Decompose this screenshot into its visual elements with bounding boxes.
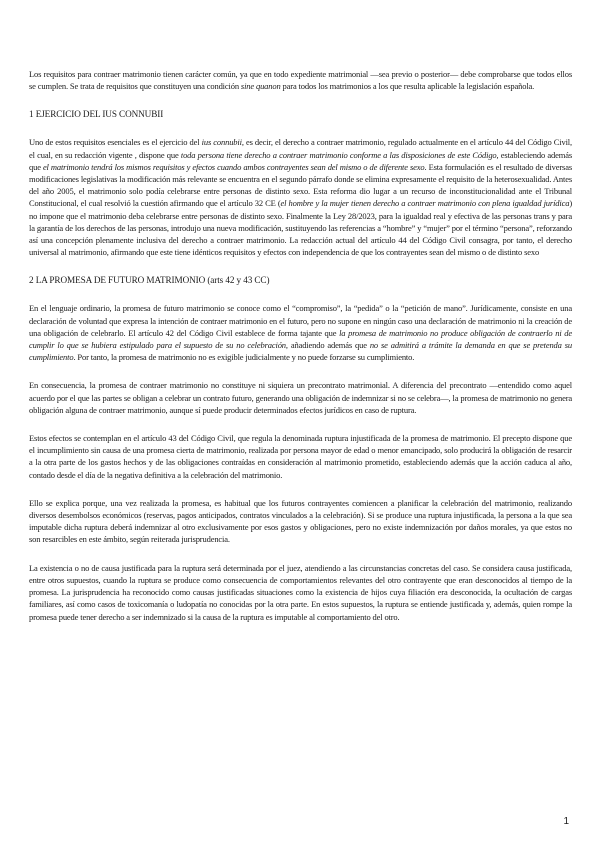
text-run: En consecuencia, la promesa de contraer matrimonio no constituye ni siquiera un precontrato matrimonial. A diferencia del precontrato —entendido como aquel acuerdo por el que las partes se obligan a celebrar un contrato futuro, generando una obligación de indemnizar si no se celebra—, la promesa de matrimonio no genera obligación alguna de contraer matrimonio, aunque sí puede producir determinados efectos jurídicos en caso de ruptura. [29,380,572,415]
text-run: La existencia o no de causa justificada para la ruptura será determinada por el juez, atendiendo a las circunstancias concretas del caso. Se considera causa justificada, entre otros supuestos, cuando la ruptura se produce como consecuencia de comportamientos relevantes del otro contrayente que eran desconocidos al tiempo de la promesa. La jurisprudencia ha reconocido como causas justificadas situaciones como la existencia de hijos cuya filiación era desconocida, la ocultación de cargas familiares, así como casos de toxicomanía o ludopatía no conocidas por la otra parte. En estos supuestos, la ruptura se entiende justificada y, además, quien rompe la promesa puede tener derecho a ser indemnizado si la causa de la ruptura es imputable al comportamiento del otro. [29,562,572,622]
italic-run: sine quanon [240,81,281,92]
section-heading-ius-connubii: 1 EJERCICIO DEL IUS CONNUBII [29,109,164,120]
italic-run: el hombre y la mujer tienen derecho a contraer matrimonio con plena igualdad jurídica [280,198,570,209]
italic-run: ius connubii [201,137,242,148]
text-run: , es decir, el derecho a contraer matrimonio, regulado actualmente en el artículo 44 del Código Civil, el cual, en su redacción vigente , dispone que [29,137,572,160]
text-run: En el lenguaje ordinario, la promesa de futuro matrimonio se conoce como el “compromiso”, la “pedida” o la “petición de mano”. Jurídicamente, consiste en una declaración de voluntad que expresa la intención de contraer matrimonio en el futuro, pero no supone en ningún caso una declaración de matrimonio ni la creación de una obligación de celebrarlo. El artículo 42 del Código Civil establece de forma tajante que [29,303,572,338]
italic-run: no se admitirá a trámite la demanda en que se pretenda su cumplimiento [29,340,572,363]
text-run: Uno de estos requisitos esenciales es el ejercicio del [29,137,202,148]
page-number: 1 [563,816,569,827]
paragraph-promesa-1 [29,302,572,363]
paragraph-promesa-2 [29,379,572,416]
paragraph-ius-connubii [29,136,572,258]
text-run: , estableciendo además que [29,149,572,172]
text-run: , añadiendo además que [285,340,370,351]
text-run: Ello se explica porque, una vez realizada la promesa, es habitual que los futuros contrayentes comiencen a planificar la celebración del matrimonio, realizando diversos desembolsos económicos (reservas, pagos anticipados, contratos vinculados a la celebración). Si se produce una ruptura injustificada, la persona a la que sea imputable dicha ruptura deberá indemnizar al otro exclusivamente por esos gastos y obligaciones, pero no existe indemnización por daños morales, ya que estos no son resarcibles en este ámbito, según reiterada jurisprudencia. [29,497,572,545]
section-heading-promesa: 2 LA PROMESA DE FUTURO MATRIMONIO (arts 42 y 43 CC) [29,275,270,286]
paragraph-promesa-3 [29,432,572,481]
text-run: . Por tanto, la promesa de matrimonio no es exigible judicialmente y no puede forzarse su cumplimiento. [73,352,415,363]
text-run: . Esta formulación es el resultado de diversas modificaciones legislativas la modificación más relevante se encuentra en el segundo párrafo donde se elimina expresamente el requisito de la heterosexualidad. Antes del año 2005, el matrimonio solo podía celebrarse entre personas de distinto sexo. Esta reforma dio lugar a un recurso de inconstitucionalidad ante el Tribunal Constitucional, el cual resolvió la cuestión afirmando que el artículo 32 CE ( [29,161,572,209]
intro-paragraph [29,68,572,92]
italic-run: el matrimonio tendrá los mismos requisitos y efectos cuando ambos contrayentes sean del mismo o de diferente sexo [42,161,425,172]
paragraph-promesa-5 [29,562,572,623]
text-run: ) no impone que el matrimonio deba celebrarse entre personas de distinto sexo. Finalmente la Ley 28/2023, para la igualdad real y efectiva de las personas trans y para la garantía de los derechos de las personas, introdujo una nueva modificación, sustituyendo las referencias a “hombre” y “mujer” por el término “persona”, reforzando así una concepción plenamente inclusiva del derecho a contraer matrimonio. La redacción actual del artículo 44 del Código Civil consagra, por tanto, el derecho universal al matrimonio, afirmando que este tiene idénticos requisitos y efectos con independencia de que los contrayentes sean del mismo o de distinto sexo [29,198,572,258]
text-run: Los requisitos para contraer matrimonio tienen carácter común, ya que en todo expediente matrimonial —sea previo o posterior— debe comprobarse que todos ellos se cumplen. Se trata de requisitos que constituyen una condición [29,69,572,92]
document-body [29,68,572,639]
paragraph-promesa-4 [29,497,572,546]
text-run: para todos los matrimonios a los que resulta aplicable la legislación española. [280,81,535,92]
italic-run: la promesa de matrimonio no produce obligación de contraerlo ni de cumplir lo que se hubiera estipulado para el supuesto de su no celebración [29,327,572,351]
text-run: Estos efectos se contemplan en el artículo 43 del Código Civil, que regula la denominada ruptura injustificada de la promesa de matrimonio. El precepto dispone que el incumplimiento sin causa de una promesa cierta de matrimonio, realizada por persona mayor de edad o menor emancipado, solo producirá la obligación de resarcir a la otra parte de los gastos hechos y de las obligaciones contraídas en consideración al matrimonio prometido, estableciendo además que la acción caduca al año, contado desde el día de la negativa definitiva a la celebración del matrimonio. [29,433,572,480]
italic-run: toda persona tiene derecho a contraer matrimonio conforme a las disposiciones de este Código [180,149,497,160]
